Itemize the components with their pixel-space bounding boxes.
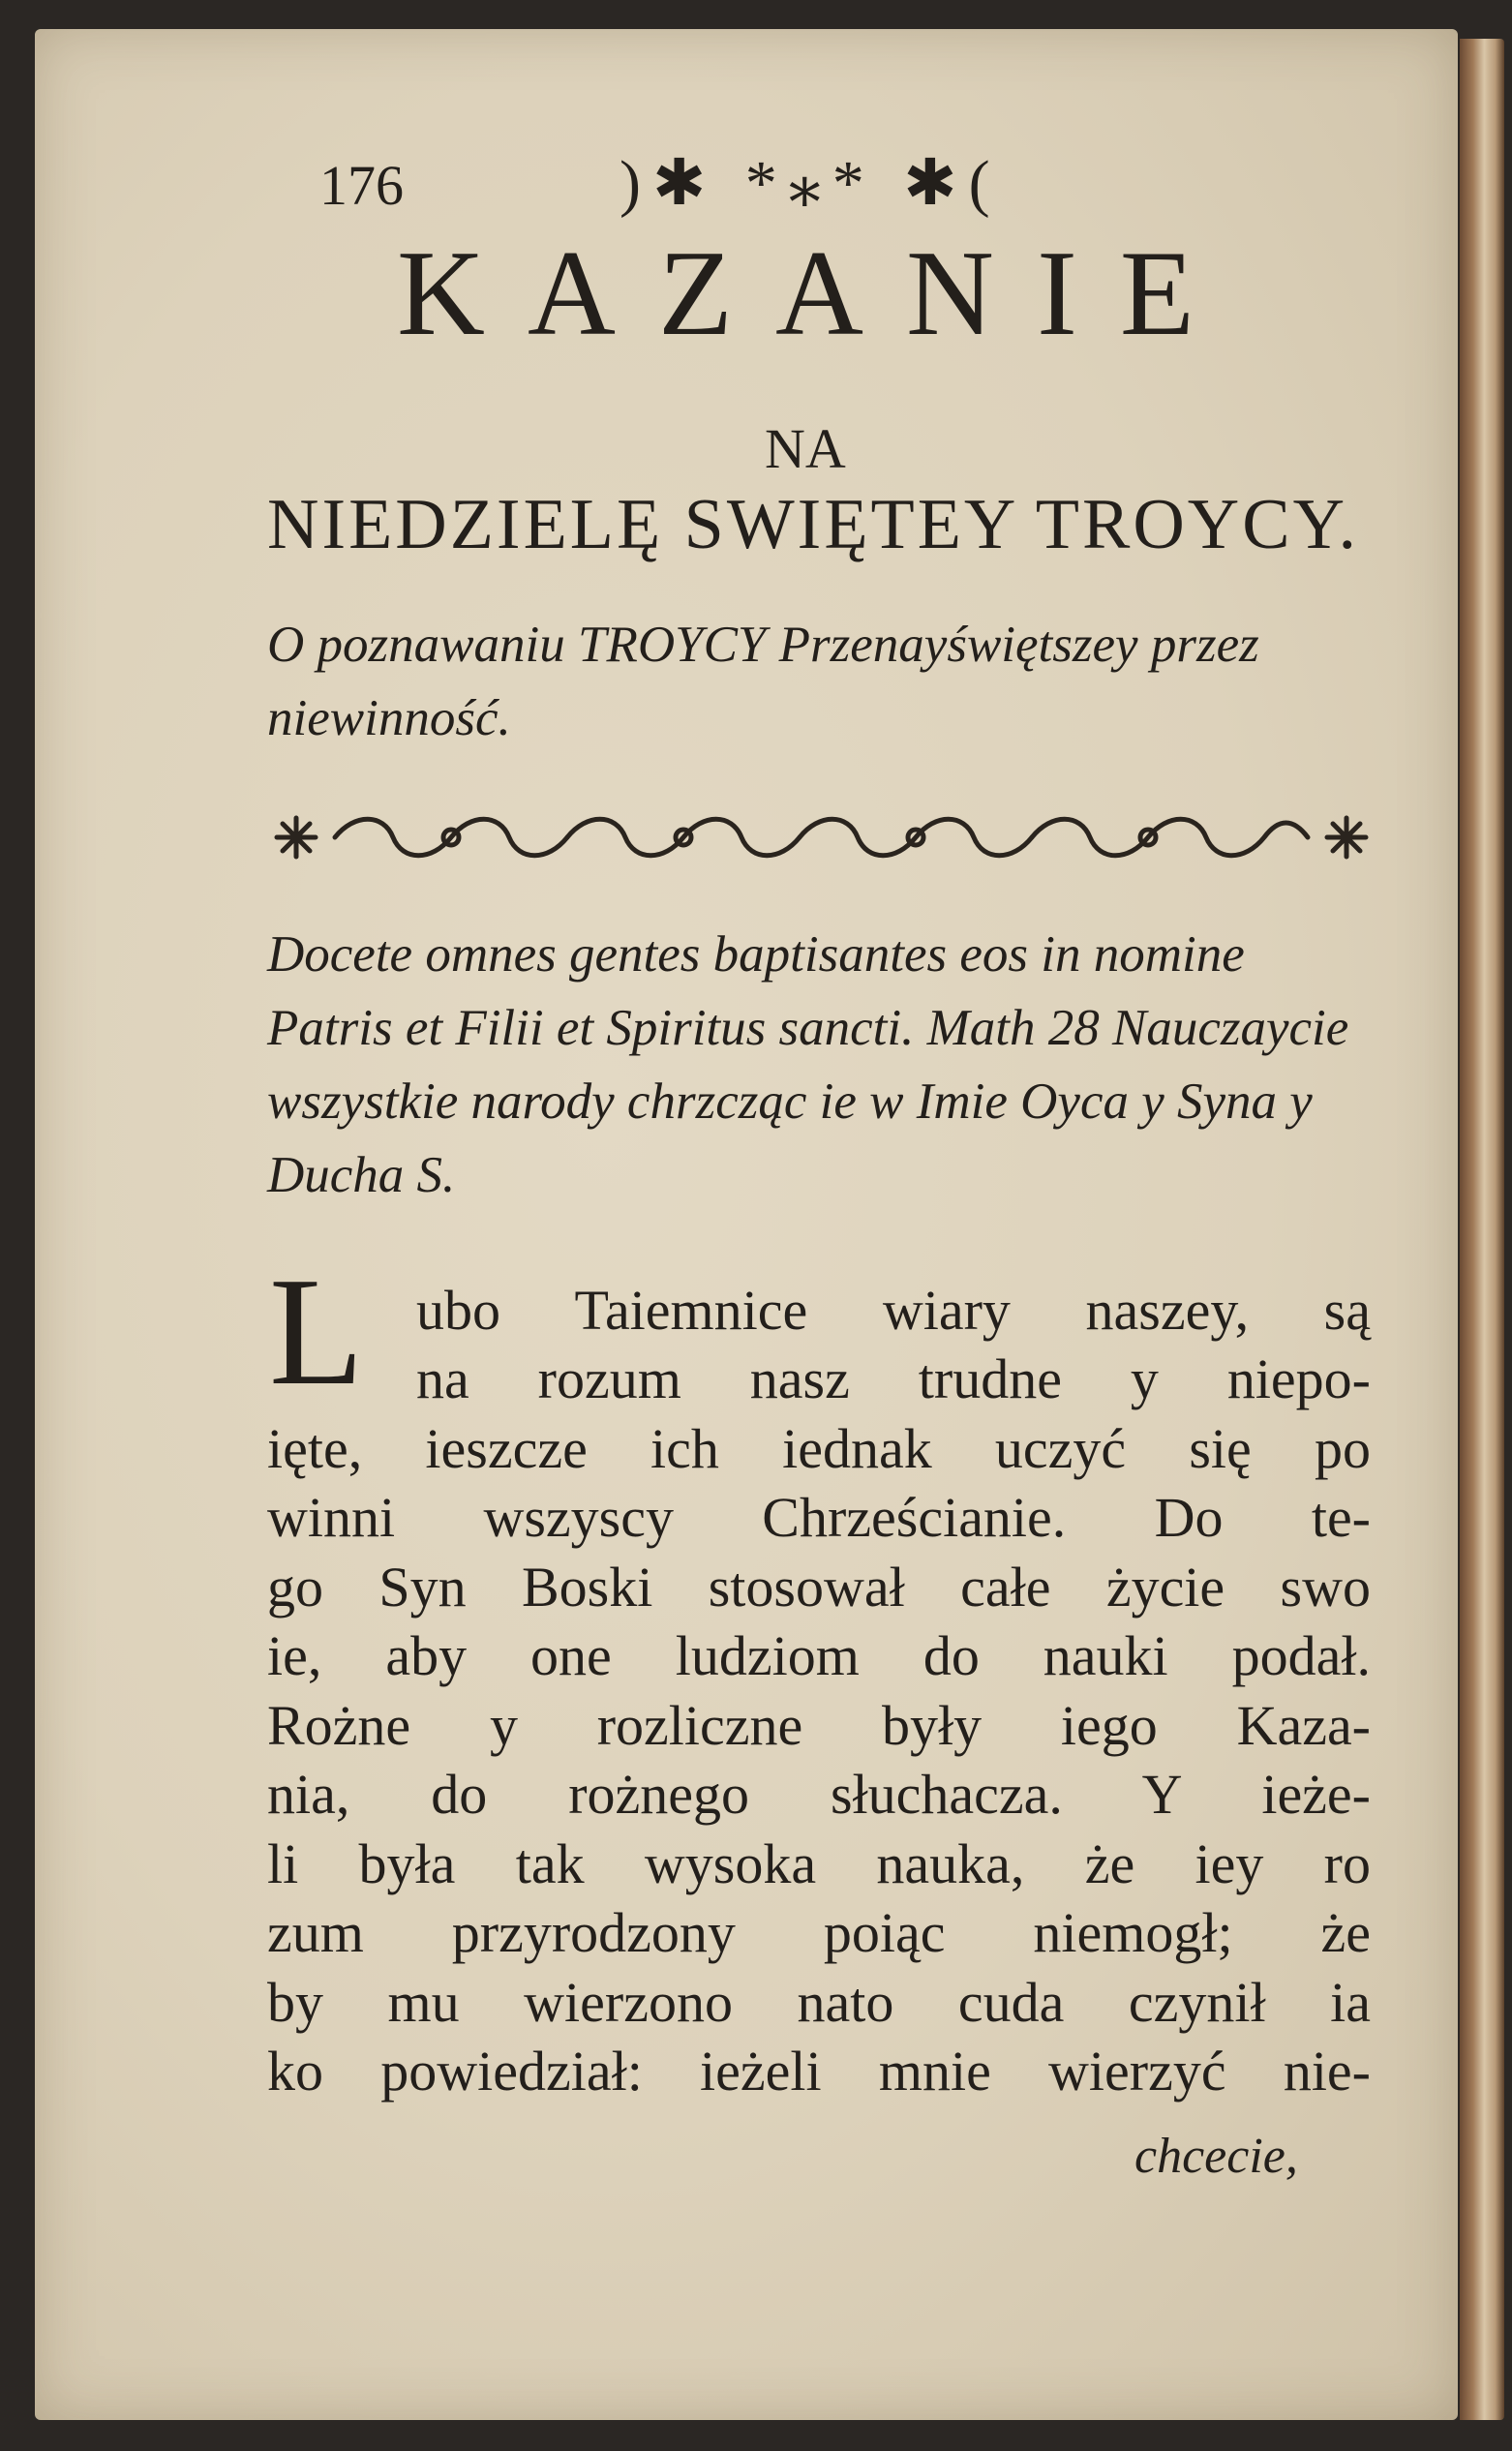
sermon-subtitle: NIEDZIELĘ SWIĘTEY TROYCY. (267, 485, 1359, 564)
scripture-latin: Docete omnes gentes baptisantes eos in nomine Patris et Filii et Spiritus sancti. Math 28 (267, 926, 1245, 1056)
ornamental-divider (267, 803, 1371, 871)
body-line: Rożne y rozliczne były iego Kaza- (267, 1694, 1371, 1757)
book-fore-edge (1460, 39, 1504, 2420)
page-number: 176 (319, 154, 404, 217)
body-line: ubo Taiemnice wiary naszey, są (416, 1279, 1371, 1342)
body-line: na rozum nasz trudne y niepo- (416, 1347, 1371, 1410)
scripture-passage (267, 918, 1371, 1212)
title-connector: NA (765, 417, 846, 480)
catchword: chcecie, (1134, 2129, 1298, 2184)
body-line: zum przyrodzony poiąc niemogł; że (267, 1901, 1371, 1964)
sermon-topic: O poznawaniu TROYCY Przenayświętszey przez niewinność. (267, 617, 1259, 746)
body-line: ko powiedział: ieżeli mnie wierzyć nie- (267, 2040, 1371, 2103)
body-line: ięte, ieszcze ich iednak uczyć się po (267, 1417, 1371, 1480)
body-line: winni wszyscy Chrześcianie. Do te- (267, 1486, 1371, 1549)
body-line: by mu wierzono nato cuda czynił ia (267, 1971, 1371, 2034)
scripture-polish: Nauczaycie wszystkie narody chrzcząc ie w Imie Oyca y Syna y Ducha S. (267, 1000, 1349, 1203)
drop-cap: L (269, 1245, 364, 1417)
body-line: ie, aby one ludziom do nauki podał. (267, 1624, 1371, 1687)
body-line: go Syn Boski stosował całe życie swo (267, 1556, 1371, 1619)
body-line: nia, do rożnego słuchacza. Y ieże- (267, 1763, 1371, 1826)
body-line: li była tak wysoka nauka, że iey ro (267, 1832, 1371, 1895)
page-title: KAZANIE (397, 227, 1237, 361)
header-ornament: )✱ *⁎* ✱( (620, 148, 1002, 219)
